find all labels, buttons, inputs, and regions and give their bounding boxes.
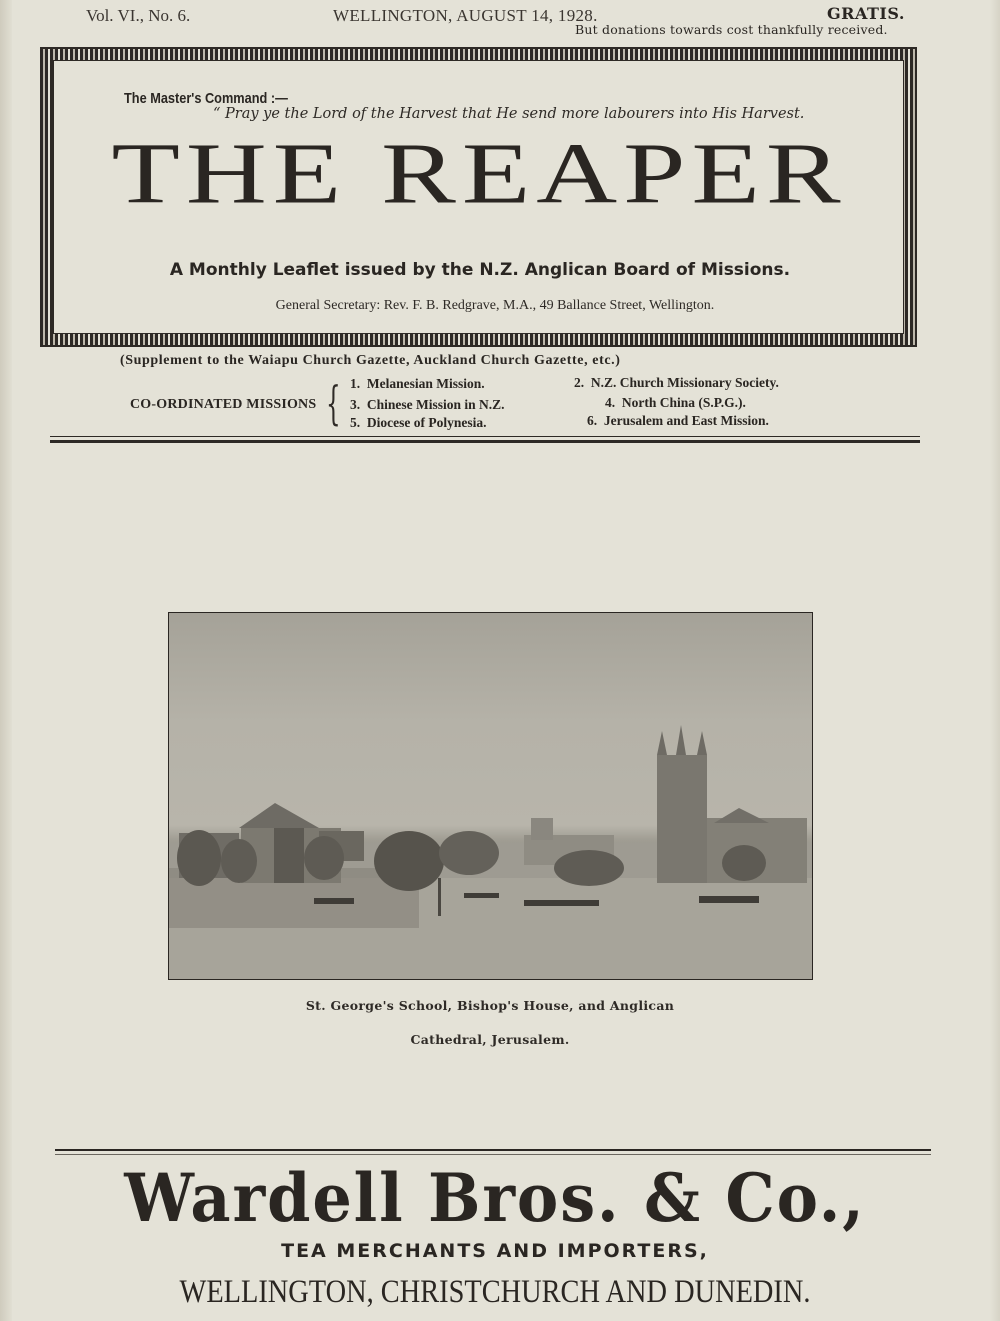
photo-caption-line1: St. George's School, Bishop's House, and Anglican — [305, 998, 675, 1013]
photograph-jerusalem — [168, 612, 813, 980]
advertiser-locations: WELLINGTON, CHRISTCHURCH AND DUNEDIN. — [179, 1274, 811, 1310]
mission-name: North China (S.P.G.). — [621, 395, 746, 410]
volume-number: Vol. VI., No. 6. — [86, 6, 191, 25]
photo-caption-line2: Cathedral, Jerusalem. — [410, 1032, 570, 1047]
advertisement-rule-thin — [55, 1154, 931, 1155]
mission-item — [350, 415, 486, 431]
publication-title: THE REAPER — [111, 125, 847, 223]
missions-label: CO-ORDINATED MISSIONS — [130, 397, 317, 412]
mission-item — [574, 375, 779, 391]
advertiser-name: Wardell Bros. & Co., — [124, 1159, 866, 1237]
photo-illustration — [169, 613, 813, 980]
mission-item — [350, 376, 485, 392]
mission-item — [605, 395, 746, 411]
mission-item — [587, 413, 769, 429]
mission-name: N.Z. Church Missionary Society. — [590, 375, 779, 390]
mission-number: 6. — [587, 413, 598, 428]
publication-subtitle: A Monthly Leaflet issued by the N.Z. Anglican Board of Missions. — [169, 260, 791, 280]
dateline: WELLINGTON, AUGUST 14, 1928. — [333, 6, 598, 25]
brace-glyph: { — [326, 376, 341, 430]
general-secretary-line: General Secretary: Rev. F. B. Redgrave, M.A., 49 Ballance Street, Wellington. — [275, 298, 715, 313]
page-binding-shadow — [0, 0, 12, 1321]
mission-number: 4. — [605, 395, 616, 410]
mission-name: Diocese of Polynesia. — [366, 415, 487, 430]
page-edge-shadow — [990, 0, 1000, 1321]
mission-number: 3. — [350, 397, 361, 412]
command-label: The Master's Command :— — [124, 90, 288, 107]
section-rule-thick — [50, 440, 920, 443]
mission-name: Chinese Mission in N.Z. — [366, 397, 505, 412]
donations-note: But donations towards cost thankfully received. — [575, 22, 888, 37]
section-rule-thin — [50, 436, 920, 437]
advertiser-business: TEA MERCHANTS AND IMPORTERS, — [281, 1240, 709, 1262]
mission-number: 5. — [350, 415, 361, 430]
supplement-note: (Supplement to the Waiapu Church Gazette, Auckland Church Gazette, etc.) — [120, 353, 621, 368]
advertisement-rule — [55, 1149, 931, 1151]
mission-item — [350, 397, 505, 413]
mission-number: 2. — [574, 375, 585, 390]
scripture-quote: “ Pray ye the Lord of the Harvest that He send more labourers into His Harvest. — [213, 106, 805, 122]
mission-name: Jerusalem and East Mission. — [603, 413, 769, 428]
mission-number: 1. — [350, 376, 361, 391]
mission-name: Melanesian Mission. — [366, 376, 485, 391]
price-label: GRATIS. — [827, 4, 905, 23]
